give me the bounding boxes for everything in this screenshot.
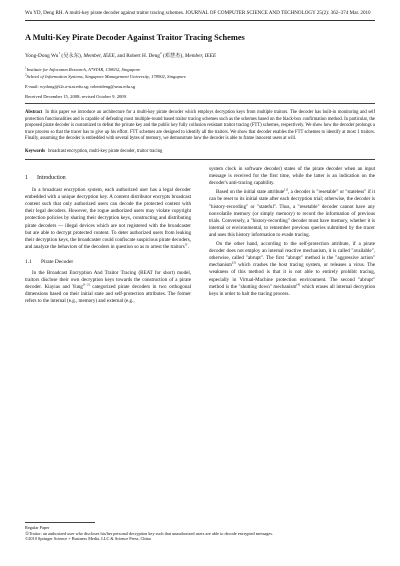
rp3-text: On the other hand, according to the self-protection attribute, if a pirate decoder does not employ an internal reactive mechanism, it is called "available", otherwise, called "abrupt". The first "abrupt" method is the "aggressive action" mechanism — [209, 241, 375, 269]
pirate-decoder-paragraph — [25, 270, 191, 305]
right-paragraph-2 — [209, 189, 375, 239]
pd-p1-text-cont: categorized pirate decoders in two orthogonal dimensions based on their initial state and self-protection attributes. The former refers to the internal (e.g., memory) and external (e.g., — [25, 284, 191, 305]
footnote-area — [25, 522, 375, 542]
intro-p1-end: . — [187, 243, 189, 250]
keywords-label: Keywords — [25, 148, 46, 154]
affiliation-2-mark: 2 — [25, 71, 27, 76]
header-rule — [25, 20, 375, 21]
paper-type: Regular Paper — [25, 525, 50, 530]
author-2-role: , Member, IEEE — [182, 53, 217, 60]
abstract-bottom-rule — [25, 159, 375, 160]
rp2-text: Based on the initial state attribute — [216, 189, 285, 196]
intro-paragraph-1 — [25, 187, 191, 251]
keywords — [25, 149, 375, 155]
author-1-affil-mark: 1 — [58, 51, 61, 56]
abstract-label: Abstract — [25, 110, 43, 116]
left-column — [25, 166, 191, 307]
section-1-1-number: 1.1 — [25, 258, 32, 265]
paper-title: A Multi-Key Pirate Decoder Against Traitor Tracing Schemes — [25, 33, 245, 43]
author-separator: and — [115, 53, 127, 60]
author-2-native-name: (邓慧杰) — [162, 53, 183, 60]
section-1-number: 1 — [25, 175, 28, 182]
journal-header: Wu YD, Deng RH. A multi-key pirate decoder against traitor tracing schemes. JOURNAL OF COMPUTER SCIENCE AND TECHNOLOGY 25(2): 362–374 Mar. 2010 — [25, 10, 371, 16]
citation-1-2: [1–2] — [82, 282, 90, 287]
author-2-affil-mark: 2 — [159, 51, 162, 56]
abstract — [25, 110, 375, 142]
affiliation-2-text: School of Information Systems, Singapore Management University, 178902, Singapore — [26, 73, 186, 79]
rp3-text-end: which erases all internal decryption keys in order to halt the tracing process. — [209, 283, 375, 297]
section-1-heading — [25, 175, 191, 181]
author-1-name: Yong-Dong Wu — [25, 53, 59, 60]
citation-1: [1] — [284, 187, 289, 192]
right-column — [209, 166, 375, 307]
footnote-1-marker: ① — [25, 530, 29, 536]
citation-3: [3] — [232, 260, 236, 265]
intro-p1-text: In a broadcast encryption system, each authorized user has a legal decoder embedded with a unique decryption key. A content distributor encrypts broadcast content such that only authorized users can decode the protected content with their legal decoders. However, the rogue authorized users may violate copyright protection policies by sharing their decryption keys, constructing and distributing pirate decoders — illegal devices which are not registered with the broadcaster but are able to decrypt protected content. To deter authorized users from leaking their decryption keys, the broadcaster could confiscate suspicious pirate decoders, and analyze the behaviors of the decoders in question so as to arrest the traitors — [25, 187, 191, 250]
rp3-text-cont: which crashes the host tracing system, or releases a virus. The weakness of this method is that it is not able to entirely prohibit tracing, especially in Virtual-Machine protection environment. The second "abrupt" method is the "shutting down" mechanism — [209, 262, 375, 290]
author-line — [25, 53, 375, 60]
citation-4: [4] — [296, 281, 301, 286]
affiliation-2 — [25, 71, 375, 80]
right-paragraph-1: system clock in software decoder) states of the pirate decoder when an input message is received for the first time, while the latter is an indication on the decoder's anti-tracing capability. — [209, 166, 375, 187]
footnote-1-mark: ① — [184, 242, 188, 247]
footnote-1-text: Traitor: an authorized user who discloses his/her personal decryption key such that unauthorized users are able to decode encrypted messages. — [28, 530, 274, 536]
author-1-native-name: (吴永东) — [61, 53, 81, 60]
abstract-top-rule — [25, 103, 375, 104]
pd-p1-text: In the Broadcast Encryption And Traitor Tracing (BEAT for short) model, traitors disclose their own decryption keys towards the construction of a pirate decoder. Kiayias and Yung — [25, 269, 191, 291]
rp2-text-cont: , a decoder is "resetable" or "stateless" if it can be reset to its initial state after each decryption trial; otherwise, the decoder is "history-recording" or "stateful". Thus, a "resetable" decoder cannot have any nonvolatile memory (or simply memory) to record the information of previous trials. Conversely, a "history-recording" decoder must have memory, whether it is internal or environmental, to remember previous queries submitted by the tracer and uses this history information to evade tracing. — [209, 189, 375, 238]
keywords-text: broadcast encryption, multi-key pirate decoder, traitor tracing — [48, 148, 163, 154]
affiliation-1-text: Institute for Infocomm Research, A*STAR, 138632, Singapore — [26, 67, 141, 73]
email-line: E-mail: wydong@i2r.a-star.edu.sg; robertdeng@smu.edu.sg — [25, 83, 136, 89]
right-paragraph-3 — [209, 241, 375, 298]
section-1-1-title: Pirate Decoder — [41, 258, 74, 265]
footnote-rule — [25, 522, 95, 523]
author-2-name: Robert H. Deng — [126, 53, 160, 60]
body-columns — [25, 166, 375, 307]
section-1-title: Introduction — [37, 175, 66, 182]
copyright-line: ©2010 Springer Science + Business Media, LLC & Science Press, China — [25, 536, 151, 542]
received-dates: Received December 15, 2008; revised October 9, 2009. — [25, 94, 128, 100]
abstract-text: In this paper we introduce an architecture for a multi-key pirate decoder which employs decryption keys from multiple traitors. The decoder has built-in monitoring and self protection functionalities and is capable of defeating most multiple-round based traitor tracing schemes such as the schemes based on the black-box confirmation method. In particular, the proposed pirate decoder is customized to defeat the private key and the public key fully collusion resistant traitor tracing (FTT) schemes, respectively. We show how the decoder prolongs a trace process so that the tracer has to give up his effort. FTT schemes are designed to identify all the traitors. We show that decoder enables the FTT schemes to identify at most 1 traitors. Finally, assuming the decoder is embedded with several bytes of memory, we demonstrate how the decoder is able to frame innocent users at will. — [25, 110, 375, 142]
section-1-1-heading — [25, 259, 191, 265]
affiliation-1-mark: 1 — [25, 65, 27, 70]
author-1-role: , Member, IEEE, — [80, 53, 116, 60]
